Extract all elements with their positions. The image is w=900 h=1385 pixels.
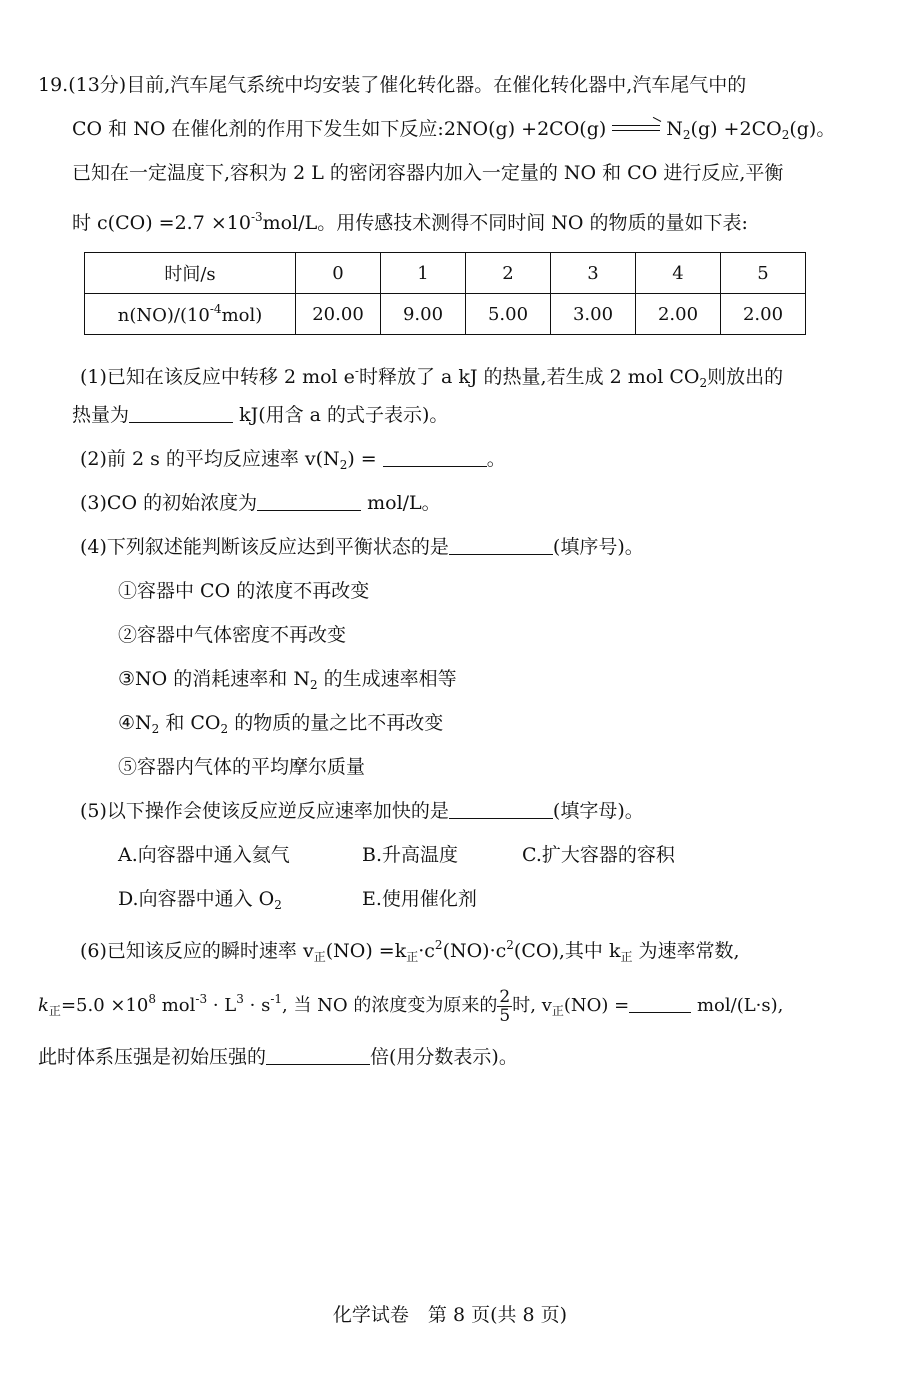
q5-option-b: [362, 840, 458, 870]
option-text: 和 CO: [165, 712, 221, 734]
answer-blank-6b[interactable]: [266, 1044, 370, 1065]
fraction-numerator: 2: [499, 986, 511, 1007]
subscript-zheng: 正: [48, 1004, 61, 1018]
q6-text: ·c: [418, 940, 435, 962]
q6-text: (NO)·c: [442, 940, 507, 962]
q6-text: (NO) =k: [325, 940, 407, 962]
answer-blank-4[interactable]: [449, 534, 553, 555]
table-cell: 3.00: [551, 294, 636, 335]
subscript-zheng: 正: [620, 950, 633, 964]
q5-option-c: [522, 840, 675, 870]
q3-line: [80, 488, 441, 518]
q4-option-1: [118, 576, 369, 606]
option-text: E.使用催化剂: [362, 888, 477, 910]
q1-text-b: 时释放了 a kJ 的热量,若生成 2 mol CO: [358, 366, 700, 388]
q5-option-d: [118, 884, 282, 920]
table-cell: 0: [296, 253, 381, 294]
equilibrium-line: [72, 202, 748, 238]
table-cell: 2.00: [721, 294, 806, 335]
condition-text: 已知在一定温度下,容积为 2 L 的密闭容器内加入一定量的 NO 和 CO 进行反应,平衡: [72, 162, 784, 184]
superscript: 3: [236, 992, 244, 1006]
option-text: ①容器中 CO 的浓度不再改变: [118, 580, 370, 602]
table-cell: 9.00: [381, 294, 466, 335]
reaction-n2: N: [666, 118, 683, 140]
q6-text: 时, v: [512, 995, 552, 1016]
equilibrium-arrow-icon: [612, 122, 660, 134]
table-cell: 2: [466, 253, 551, 294]
table-row: [85, 253, 806, 294]
option-text: ②容器中气体密度不再改变: [118, 624, 347, 646]
option-text: B.升高温度: [362, 844, 459, 866]
q5-text: (5)以下操作会使该反应逆反应速率加快的是: [80, 800, 449, 822]
q4-option-3: [118, 664, 457, 700]
reaction-line: [72, 114, 835, 150]
q6-text: k: [38, 995, 49, 1016]
q6-text: (CO),其中 k: [513, 940, 621, 962]
q6-text: mol/(L·s),: [696, 995, 784, 1016]
q4-option-5: [118, 752, 365, 782]
q4-option-4: [118, 708, 443, 744]
question-header-text: 19.(13分)目前,汽车尾气系统中均安装了催化转化器。在催化转化器中,汽车尾气中的: [38, 74, 747, 96]
q5-line: [80, 796, 644, 826]
equilibrium-text-tail: mol/L。用传感技术测得不同时间 NO 的物质的量如下表:: [262, 212, 748, 234]
q6-text: · L: [212, 995, 237, 1016]
q1-text: (1)已知在该反应中转移 2 mol e: [80, 366, 355, 388]
q2-line: [80, 444, 506, 480]
answer-blank-5[interactable]: [449, 798, 553, 819]
q6-line2: [38, 984, 783, 1026]
table-cell: 3: [551, 253, 636, 294]
answer-blank-3[interactable]: [257, 490, 361, 511]
answer-blank-6a[interactable]: [629, 992, 691, 1013]
q6-text: 此时体系压强是初始压强的: [38, 1046, 267, 1068]
q6-text: (NO) =: [563, 995, 630, 1016]
equilibrium-text: 时 c(CO) =2.7 ×10: [72, 212, 251, 234]
subscript-2: 2: [309, 678, 318, 692]
fraction-two-fifths: [497, 988, 512, 1025]
answer-blank-1[interactable]: [129, 402, 233, 423]
q4-line: [80, 532, 644, 562]
q1-text-c: 则放出的: [707, 366, 784, 388]
table-row: [85, 294, 806, 335]
table-cell: 2.00: [636, 294, 721, 335]
option-text: ⑤容器内气体的平均摩尔质量: [118, 756, 366, 778]
condition-line: [72, 158, 783, 188]
q5-option-a: [118, 840, 290, 870]
q6-text: (6)已知该反应的瞬时速率 v: [80, 940, 314, 962]
q4-text: (4)下列叙述能判断该反应达到平衡状态的是: [80, 536, 449, 558]
question-header: [38, 70, 746, 100]
option-text: A.向容器中通入氦气: [118, 844, 290, 866]
superscript: 8: [148, 992, 156, 1006]
q6-text: 倍(用分数表示)。: [370, 1046, 518, 1068]
table-cell: 4: [636, 253, 721, 294]
q4-text-b: (填序号)。: [552, 536, 644, 558]
option-text: C.扩大容器的容积: [522, 844, 675, 866]
answer-blank-2[interactable]: [383, 446, 487, 467]
q1-text-e: kJ(用含 a 的式子表示)。: [239, 404, 449, 426]
q1-line2: [72, 400, 448, 430]
table-cell: 20.00: [296, 294, 381, 335]
option-text: D.向容器中通入 O: [118, 888, 275, 910]
no-amount-table: [84, 252, 806, 335]
subscript-zheng: 正: [313, 950, 326, 964]
subscript-2: 2: [151, 722, 160, 736]
q3-text-b: mol/L。: [367, 492, 441, 514]
table-header-time: 时间/s: [85, 253, 296, 294]
subscript-2: 2: [682, 128, 691, 142]
superscript-2: 2: [506, 938, 514, 952]
q6-text: · s: [249, 995, 271, 1016]
superscript: -: [354, 364, 359, 378]
q6-text: =5.0 ×10: [60, 995, 149, 1016]
exponent: -3: [250, 210, 263, 224]
subscript-2: 2: [699, 376, 708, 390]
superscript-2: 2: [434, 938, 443, 952]
subscript-2: 2: [274, 898, 282, 912]
q5-option-e: [362, 884, 477, 914]
subscript-zheng: 正: [551, 1004, 564, 1018]
q2-text-c: 。: [486, 448, 506, 470]
q5-text-b: (填字母)。: [552, 800, 644, 822]
q4-option-2: [118, 620, 346, 650]
table-cell: 5.00: [466, 294, 551, 335]
reaction-text: CO 和 NO 在催化剂的作用下发生如下反应:2NO(g) +2CO(g): [72, 118, 607, 140]
q2-text: (2)前 2 s 的平均反应速率 v(N: [80, 448, 340, 470]
q1-line1: [80, 356, 783, 398]
table-header-amount: $n(NO)/(10^{-4}mol)$: [85, 294, 296, 335]
q6-text: , 当 NO 的浓度变为原来的: [282, 995, 498, 1016]
option-text: ③NO 的消耗速率和 N: [118, 668, 310, 690]
q6-text: 为速率常数,: [638, 940, 740, 962]
table-cell: 1: [381, 253, 466, 294]
q3-text: (3)CO 的初始浓度为: [80, 492, 258, 514]
table-cell: 5: [721, 253, 806, 294]
option-text: 的物质的量之比不再改变: [234, 712, 444, 734]
page-footer: 化学试卷 第 8 页(共 8 页): [332, 1304, 568, 1326]
q6-text: mol: [161, 995, 196, 1016]
reaction-end: (g)。: [789, 118, 836, 140]
option-text: 的生成速率相等: [323, 668, 457, 690]
subscript-2: 2: [781, 128, 790, 142]
reaction-co2: (g) +2CO: [690, 118, 782, 140]
q2-text-b: ) =: [347, 448, 377, 470]
option-text: ④N: [118, 712, 152, 734]
subscript-2: 2: [220, 722, 229, 736]
fraction-denominator: 5: [499, 1005, 511, 1026]
subscript-2: 2: [339, 458, 348, 472]
superscript: -1: [270, 992, 283, 1006]
q1-text-d: 热量为: [72, 404, 130, 426]
q6-line3: [38, 1042, 518, 1072]
q6-line1: [80, 930, 740, 972]
superscript: -3: [195, 992, 208, 1006]
subscript-zheng: 正: [406, 950, 419, 964]
